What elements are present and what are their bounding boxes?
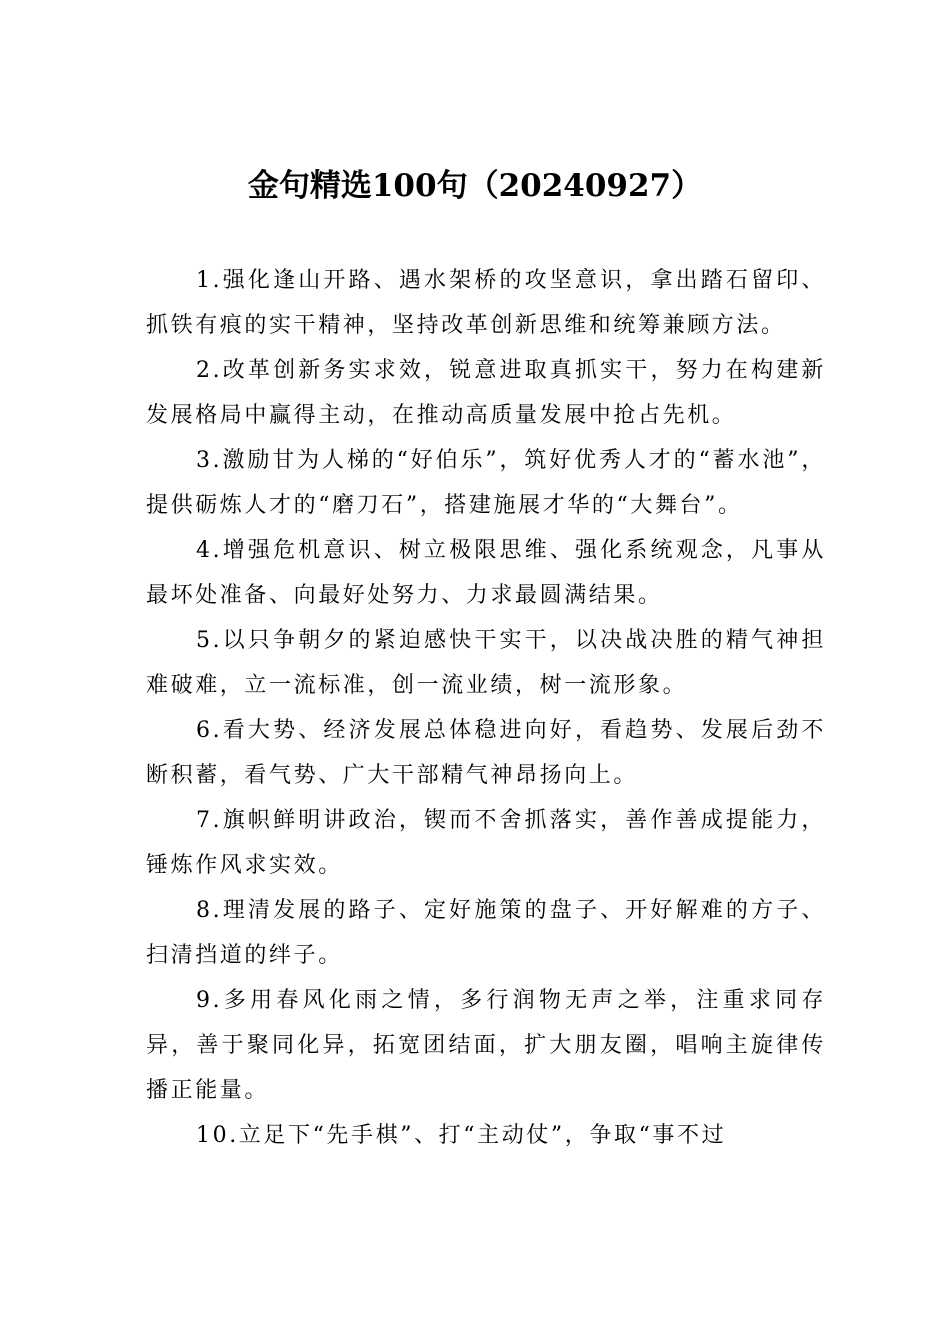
document-title: 金句精选100句（20240927） (247, 168, 703, 204)
paragraph-8: 8.理清发展的路子、定好施策的盘子、开好解难的方子、扫清挡道的绊子。 (146, 898, 826, 968)
paragraph-1: 1.强化逢山开路、遇水架桥的攻坚意识，拿出踏石留印、抓铁有痕的实干精神，坚持改革创新思维和统筹兼顾方法。 (146, 268, 826, 338)
paragraph-10: 10.立足下“先手棋”、打“主动仗”，争取“事不过 (196, 1123, 727, 1148)
document-body (146, 258, 826, 1158)
paragraph-9: 9.多用春风化雨之情，多行润物无声之举，注重求同存异，善于聚同化异，拓宽团结面，扩大朋友圈，唱响主旋律传播正能量。 (146, 988, 826, 1103)
paragraph-4: 4.增强危机意识、树立极限思维、强化系统观念，凡事从最坏处准备、向最好处努力、力求最圆满结果。 (146, 538, 826, 608)
paragraph-3: 3.激励甘为人梯的“好伯乐”，筑好优秀人才的“蓄水池”，提供砺炼人才的“磨刀石”，搭建施展才华的“大舞台”。 (146, 448, 826, 518)
paragraph-5: 5.以只争朝夕的紧迫感快干实干，以决战决胜的精气神担难破难，立一流标准，创一流业绩，树一流形象。 (146, 628, 826, 698)
paragraph-6: 6.看大势、经济发展总体稳进向好，看趋势、发展后劲不断积蓄，看气势、广大干部精气神昂扬向上。 (146, 718, 826, 788)
paragraph-7: 7.旗帜鲜明讲政治，锲而不舍抓落实，善作善成提能力，锤炼作风求实效。 (146, 808, 826, 878)
paragraph-2: 2.改革创新务实求效，锐意进取真抓实干，努力在构建新发展格局中赢得主动，在推动高质量发展中抢占先机。 (146, 358, 826, 428)
